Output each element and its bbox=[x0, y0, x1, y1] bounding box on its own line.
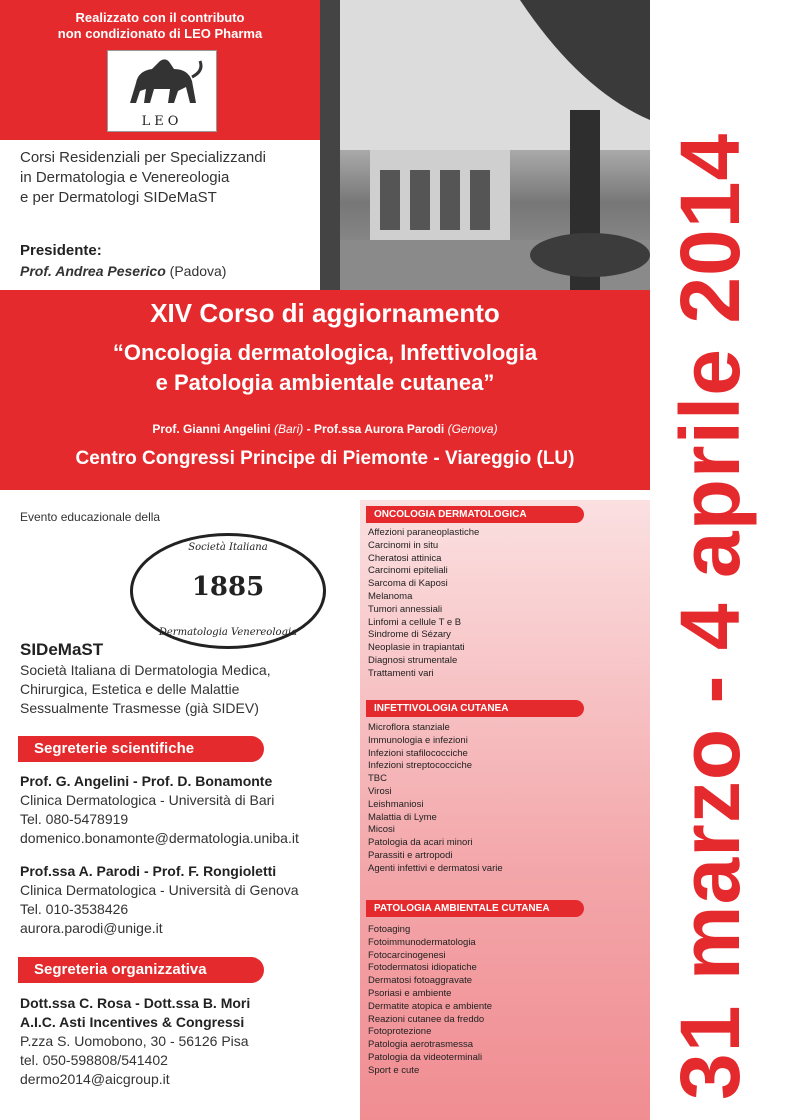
courses-line: Corsi Residenziali per Specializzandi bbox=[20, 149, 266, 166]
environmental-topics bbox=[368, 924, 492, 1078]
topic-item: Dermatite atopica e ambiente bbox=[368, 1000, 493, 1012]
contact-company: A.I.C. Asti Incentives & Congressi bbox=[20, 1014, 245, 1030]
director-separator: - bbox=[303, 422, 314, 436]
courses-line: e per Dermatologi SIDeMaST bbox=[20, 189, 217, 206]
topic-item: Fotodermatosi idiopatiche bbox=[368, 962, 477, 974]
topic-item: Sport e cute bbox=[368, 1064, 420, 1076]
event-dates: 31 marzo - 4 aprile 2014 bbox=[663, 132, 757, 1100]
course-subtitle bbox=[0, 338, 650, 398]
topic-item: Diagnosi strumentale bbox=[368, 654, 458, 666]
logo-bottom-text: Dermatologia Venereologia bbox=[158, 627, 298, 638]
category-infectivology: INFETTIVOLOGIA CUTANEA bbox=[366, 700, 584, 717]
topic-item: Trattamenti vari bbox=[368, 667, 434, 679]
subtitle-line-1: “Oncologia dermatologica, Infettivologia bbox=[112, 340, 538, 365]
topic-item: Micosi bbox=[368, 824, 395, 836]
topic-item: Immunologia e infezioni bbox=[368, 734, 468, 746]
topic-item: Patologia aerotrasmessa bbox=[368, 1039, 474, 1051]
subtitle-line-2: e Patologia ambientale cutanea” bbox=[155, 370, 495, 395]
sidemast-seal-logo bbox=[130, 533, 326, 649]
org-desc-line: Sessualmente Trasmesse (già SIDEV) bbox=[20, 700, 259, 716]
contact-tel: Tel. 010-3538426 bbox=[20, 901, 129, 917]
contact-address: P.zza S. Uomobono, 30 - 56126 Pisa bbox=[20, 1033, 249, 1049]
topic-item: Affezioni paraneoplastiche bbox=[368, 527, 480, 538]
topic-item: Melanoma bbox=[368, 590, 413, 602]
scientific-contact-2 bbox=[20, 862, 299, 938]
leo-logo-text: LEO bbox=[141, 114, 183, 129]
director-2-city: (Genova) bbox=[447, 422, 498, 436]
president-line bbox=[20, 263, 226, 279]
scientific-secretariat-heading: Segreterie scientifiche bbox=[18, 736, 264, 762]
topic-item: Sindrome di Sézary bbox=[368, 629, 451, 641]
topic-item: Infezioni streptococciche bbox=[368, 760, 473, 772]
sponsor-line-2: non condizionato di LEO Pharma bbox=[57, 26, 263, 41]
director-1-city: (Bari) bbox=[273, 422, 304, 436]
contact-place: Clinica Dermatologica - Università di Genova bbox=[20, 882, 299, 898]
leo-pharma-logo bbox=[107, 50, 217, 132]
contact-names: Prof. G. Angelini - Prof. D. Bonamonte bbox=[20, 773, 273, 789]
topic-item: Fotoaging bbox=[368, 924, 411, 935]
infectivology-topics bbox=[368, 722, 503, 876]
contact-email[interactable]: aurora.parodi@unige.it bbox=[20, 920, 163, 936]
topic-item: Agenti infettivi e dermatosi varie bbox=[368, 862, 503, 874]
course-directors bbox=[0, 422, 650, 436]
president-name: Prof. Andrea Peserico bbox=[20, 263, 166, 279]
topic-item: Cheratosi attinica bbox=[368, 552, 442, 564]
contact-tel: Tel. 080-5478919 bbox=[20, 811, 129, 827]
topic-item: Carcinomi in situ bbox=[368, 539, 439, 551]
course-title: XIV Corso di aggiornamento bbox=[150, 298, 500, 328]
org-desc-line: Società Italiana di Dermatologia Medica, bbox=[20, 662, 271, 678]
oncology-topics bbox=[368, 527, 479, 681]
topic-item: Malattia di Lyme bbox=[368, 811, 437, 823]
topic-item: Dermatosi fotoaggravate bbox=[368, 975, 473, 987]
contact-tel: tel. 050-598808/541402 bbox=[20, 1052, 168, 1068]
lion-icon bbox=[108, 51, 216, 113]
president-label: Presidente: bbox=[20, 242, 102, 259]
program-column bbox=[360, 500, 650, 1120]
event-label: Evento educazionale della bbox=[20, 510, 161, 524]
topic-item: Carcinomi epiteliali bbox=[368, 565, 448, 577]
scientific-contact-1 bbox=[20, 772, 299, 848]
contact-names: Prof.ssa A. Parodi - Prof. F. Rongioletti bbox=[20, 863, 277, 879]
topic-item: Fotoimmunodermatologia bbox=[368, 936, 476, 948]
topic-item: Parassiti e artropodi bbox=[368, 849, 453, 861]
logo-top-text: Società Italiana bbox=[188, 542, 268, 553]
topic-item: TBC bbox=[368, 773, 387, 785]
org-name: SIDeMaST bbox=[20, 640, 104, 659]
org-desc-line: Chirurgica, Estetica e delle Malattie bbox=[20, 681, 240, 697]
org-description bbox=[20, 661, 340, 718]
topic-item: Sarcoma di Kaposi bbox=[368, 578, 448, 590]
director-2: Prof.ssa Aurora Parodi bbox=[313, 422, 445, 436]
topic-item: Tumori annessiali bbox=[368, 603, 443, 615]
historic-photo bbox=[320, 0, 650, 290]
president-city: (Padova) bbox=[169, 263, 227, 279]
courses-description bbox=[20, 148, 320, 208]
topic-item: Leishmaniosi bbox=[368, 798, 424, 810]
director-1: Prof. Gianni Angelini bbox=[152, 422, 271, 436]
logo-year: 1885 bbox=[191, 572, 265, 602]
topic-item: Patologia da acari minori bbox=[368, 837, 473, 849]
topic-item: Microflora stanziale bbox=[368, 722, 450, 733]
sponsor-line-1: Realizzato con il contributo bbox=[75, 10, 245, 25]
category-oncology: ONCOLOGIA DERMATOLOGICA bbox=[366, 506, 584, 523]
topic-item: Neoplasie in trapiantati bbox=[368, 642, 465, 654]
topic-item: Fotoprotezione bbox=[368, 1026, 432, 1038]
topic-item: Virosi bbox=[368, 785, 392, 797]
category-environmental: PATOLOGIA AMBIENTALE CUTANEA bbox=[366, 900, 584, 917]
topic-item: Patologia da videoterminali bbox=[368, 1051, 483, 1063]
contact-names: Dott.ssa C. Rosa - Dott.ssa B. Mori bbox=[20, 995, 251, 1011]
organizing-contact bbox=[20, 994, 250, 1089]
topic-item: Linfomi a cellule T e B bbox=[368, 616, 462, 628]
courses-line: in Dermatologia e Venereologia bbox=[20, 169, 230, 186]
contact-place: Clinica Dermatologica - Università di Bari bbox=[20, 792, 275, 808]
organizing-secretariat-heading: Segreteria organizzativa bbox=[18, 957, 264, 983]
contact-email[interactable]: domenico.bonamonte@dermatologia.uniba.it bbox=[20, 830, 299, 846]
topic-item: Fotocarcinogenesi bbox=[368, 949, 446, 961]
topic-item: Reazioni cutanee da freddo bbox=[368, 1013, 485, 1025]
venue: Centro Congressi Principe di Piemonte - Viareggio (LU) bbox=[75, 448, 575, 469]
course-banner bbox=[0, 290, 650, 490]
topic-item: Infezioni stafilococciche bbox=[368, 747, 468, 759]
contact-email[interactable]: dermo2014@aicgroup.it bbox=[20, 1071, 170, 1087]
topic-item: Psoriasi e ambiente bbox=[368, 987, 452, 999]
